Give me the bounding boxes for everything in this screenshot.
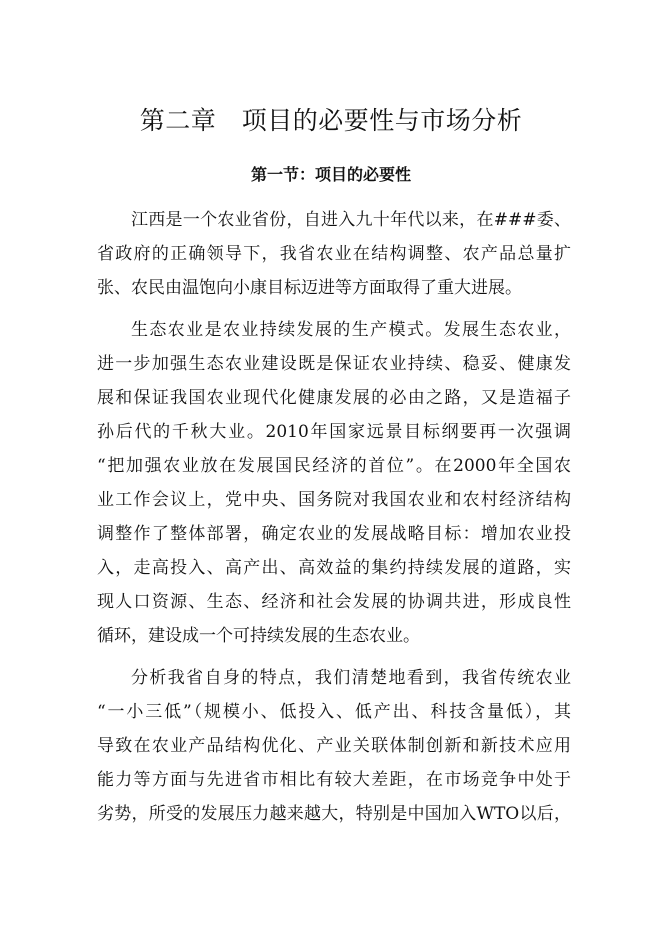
section-title: 第一节：项目的必要性 — [250, 165, 411, 184]
paragraph-line: 能力等方面与先进省市相比有较大差距，在市场竞争中处于 — [97, 770, 571, 790]
paragraph-line: 业工作会议上，党中央、国务院对我国农业和农村经济结构 — [97, 490, 571, 510]
paragraph-line: 进一步加强生态农业建设既是保证农业持续、稳妥、健康发 — [97, 354, 571, 374]
paragraph-line: “把加强农业放在发展国民经济的首位”。在2000年全国农 — [97, 456, 571, 476]
paragraph-line: 张、农民由温饱向小康目标迈进等方面取得了重大进展。 — [97, 278, 522, 298]
paragraph-line: 入，走高投入、高产出、高效益的集约持续发展的道路，实 — [97, 558, 571, 578]
paragraph-line: “一小三低”（规模小、低投入、低产出、科技含量低），其 — [97, 702, 571, 722]
paragraph-line: 省政府的正确领导下，我省农业在结构调整、农产品总量扩 — [97, 244, 571, 264]
paragraph-line: 循环，建设成一个可持续发展的生态农业。 — [97, 626, 420, 646]
paragraph-line: 现人口资源、生态、经济和社会发展的协调共进，形成良性 — [97, 592, 571, 612]
chapter-title: 第二章 项目的必要性与市场分析 — [139, 106, 523, 135]
paragraph-line: 劣势，所受的发展压力越来越大，特别是中国加入WTO以后， — [97, 804, 571, 824]
paragraph-line: 展和保证我国农业现代化健康发展的必由之路，又是造福子 — [97, 388, 571, 408]
paragraph-line: 调整作了整体部署，确定农业的发展战略目标：增加农业投 — [97, 524, 571, 544]
paragraph-line: 孙后代的千秋大业。2010年国家远景目标纲要再一次强调 — [97, 422, 571, 442]
paragraph-line: 导致在农业产品结构优化、产业关联体制创新和新技术应用 — [97, 736, 571, 756]
paragraph-line: 生态农业是农业持续发展的生产模式。发展生态农业， — [131, 320, 571, 340]
paragraph-line: 分析我省自身的特点，我们清楚地看到，我省传统农业 — [131, 668, 571, 688]
paragraph-line: 江西是一个农业省份，自进入九十年代以来，在###委、 — [131, 210, 571, 230]
